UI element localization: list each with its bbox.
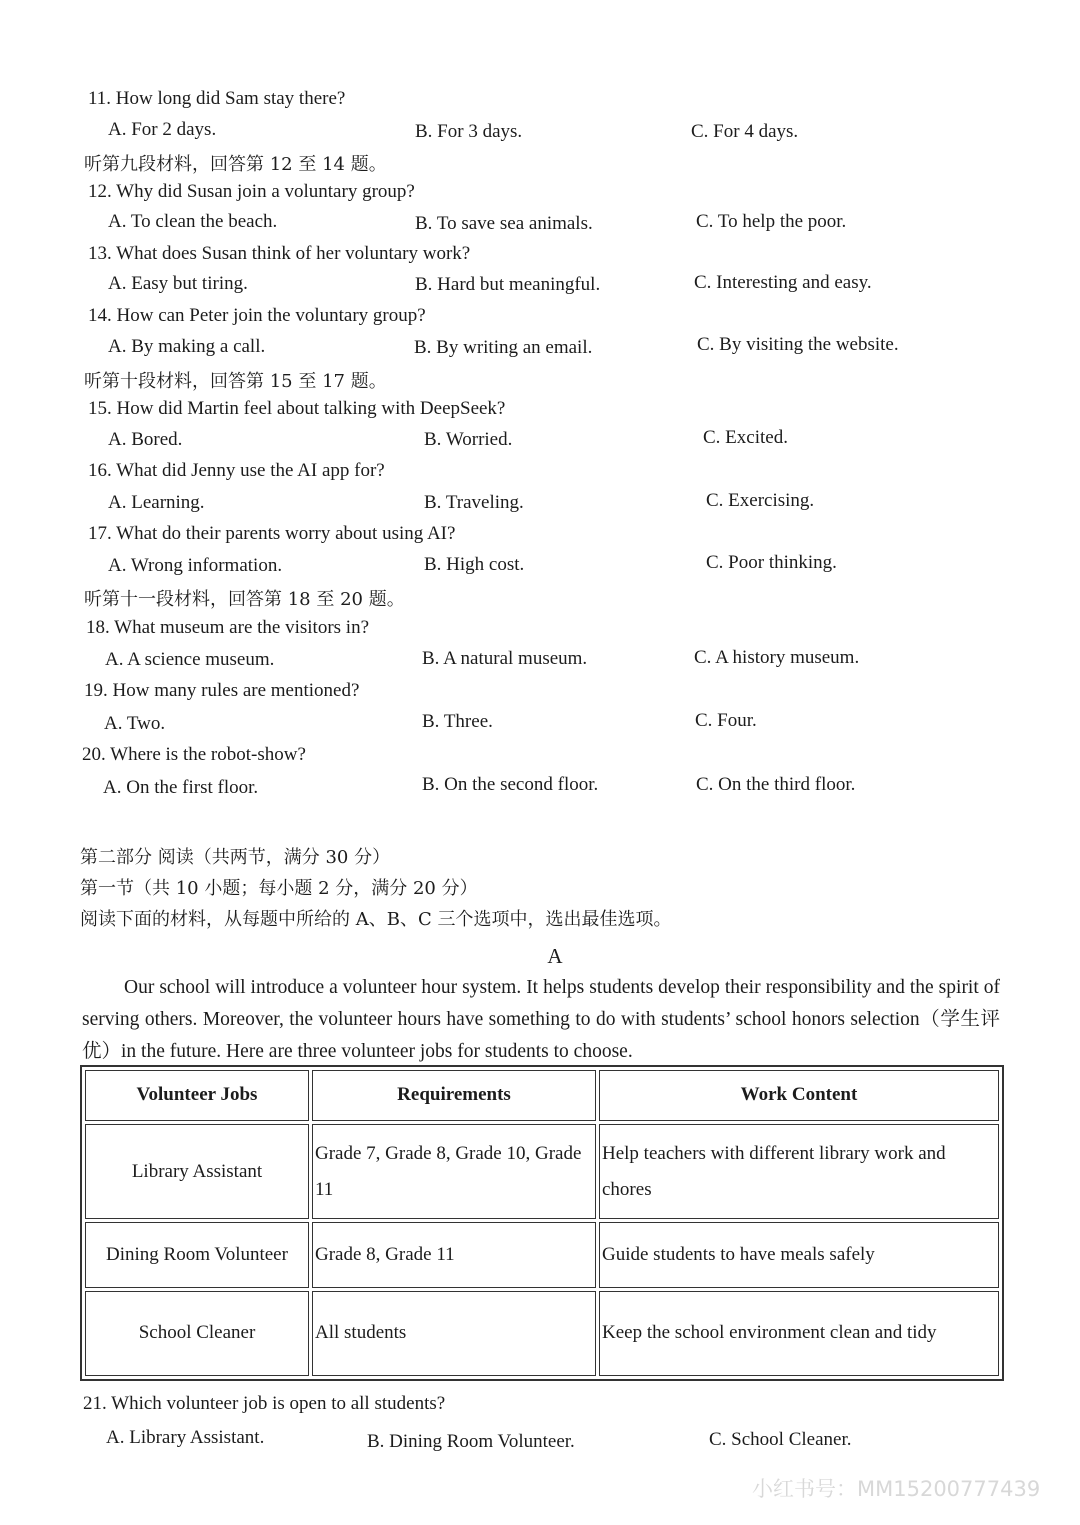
volunteer-jobs-table <box>80 1065 1004 1381</box>
question-15: 15. How did Martin feel about talking with DeepSeek? <box>88 398 506 419</box>
q21-option-b: B. Dining Room Volunteer. <box>367 1431 575 1452</box>
q19-option-c: C. Four. <box>695 710 757 731</box>
question-18: 18. What museum are the visitors in? <box>86 617 370 638</box>
q15-option-b: B. Worried. <box>424 429 513 450</box>
requirement-cell: Grade 7, Grade 8, Grade 10, Grade 11 <box>312 1124 596 1220</box>
question-11: 11. How long did Sam stay there? <box>88 88 346 109</box>
watermark-text: 小红书号：MM15200777439 <box>752 1477 1041 1501</box>
q15-option-a: A. Bored. <box>108 429 183 450</box>
q18-option-c: C. A history museum. <box>694 647 860 668</box>
q20-option-b: B. On the second floor. <box>422 774 599 795</box>
question-20: 20. Where is the robot-show? <box>82 744 306 765</box>
question-19: 19. How many rules are mentioned? <box>84 680 360 701</box>
q15-option-c: C. Excited. <box>703 427 788 448</box>
section-10-instruction: 听第十段材料，回答第 15 至 17 题。 <box>84 371 387 392</box>
question-13: 13. What does Susan think of her voluntary work? <box>88 243 471 264</box>
question-14: 14. How can Peter join the voluntary group? <box>88 305 426 326</box>
q13-option-c: C. Interesting and easy. <box>694 272 872 293</box>
q21-option-a: A. Library Assistant. <box>106 1427 265 1448</box>
q13-option-a: A. Easy but tiring. <box>108 273 248 294</box>
table-row <box>85 1124 999 1220</box>
q11-option-c: C. For 4 days. <box>691 121 799 142</box>
q21-option-c: C. School Cleaner. <box>709 1429 852 1450</box>
q11-option-a: A. For 2 days. <box>108 119 217 140</box>
q14-option-b: B. By writing an email. <box>414 337 593 358</box>
q11-option-b: B. For 3 days. <box>415 121 523 142</box>
q20-option-c: C. On the third floor. <box>696 774 856 795</box>
q20-option-a: A. On the first floor. <box>103 777 259 798</box>
reading-instruction: 阅读下面的材料，从每题中所给的 A、B、C 三个选项中，选出最佳选项。 <box>80 909 672 930</box>
q12-option-b: B. To save sea animals. <box>415 213 593 234</box>
q12-option-a: A. To clean the beach. <box>108 211 278 232</box>
header-requirements: Requirements <box>312 1070 596 1121</box>
q14-option-c: C. By visiting the website. <box>697 334 899 355</box>
q16-option-c: C. Exercising. <box>706 490 815 511</box>
passage-text <box>82 972 1000 1068</box>
content-cell: Keep the school environment clean and tidy <box>599 1291 999 1376</box>
q16-option-a: A. Learning. <box>108 492 205 513</box>
requirement-cell: Grade 8, Grade 11 <box>312 1222 596 1287</box>
question-21: 21. Which volunteer job is open to all students? <box>83 1393 446 1414</box>
header-volunteer-jobs: Volunteer Jobs <box>85 1070 309 1121</box>
q18-option-b: B. A natural museum. <box>422 648 588 669</box>
q12-option-c: C. To help the poor. <box>696 211 847 232</box>
part-2-title: 第二部分 阅读（共两节，满分 30 分） <box>80 847 391 868</box>
passage-paragraph: Our school will introduce a volunteer hour system. It helps students develop their responsibility and the spirit of serving others. Moreover, the volunteer hours have something to do with students’ school honors selection（学生评优）in the future. Here are three volunteer jobs for students to choose. <box>82 977 1000 1062</box>
requirement-cell: All students <box>312 1291 596 1376</box>
table-header-row <box>85 1070 999 1121</box>
table-row <box>85 1291 999 1376</box>
section-9-instruction: 听第九段材料，回答第 12 至 14 题。 <box>84 154 387 175</box>
passage-letter: A <box>547 944 563 968</box>
section-1-title: 第一节（共 10 小题；每小题 2 分，满分 20 分） <box>80 878 478 899</box>
section-11-instruction: 听第十一段材料，回答第 18 至 20 题。 <box>84 589 405 610</box>
q19-option-a: A. Two. <box>104 713 166 734</box>
job-cell: Library Assistant <box>85 1124 309 1220</box>
content-cell: Guide students to have meals safely <box>599 1222 999 1287</box>
question-17: 17. What do their parents worry about using AI? <box>88 523 456 544</box>
question-12: 12. Why did Susan join a voluntary group? <box>88 181 415 202</box>
question-16: 16. What did Jenny use the AI app for? <box>88 460 385 481</box>
q18-option-a: A. A science museum. <box>105 649 275 670</box>
content-cell: Help teachers with different library work and chores <box>599 1124 999 1220</box>
table-row <box>85 1222 999 1287</box>
q17-option-b: B. High cost. <box>424 554 525 575</box>
header-work-content: Work Content <box>599 1070 999 1121</box>
q17-option-a: A. Wrong information. <box>108 555 283 576</box>
q16-option-b: B. Traveling. <box>424 492 524 513</box>
q14-option-a: A. By making a call. <box>108 336 266 357</box>
job-cell: Dining Room Volunteer <box>85 1222 309 1287</box>
q19-option-b: B. Three. <box>422 711 493 732</box>
q13-option-b: B. Hard but meaningful. <box>415 274 601 295</box>
q17-option-c: C. Poor thinking. <box>706 552 837 573</box>
job-cell: School Cleaner <box>85 1291 309 1376</box>
